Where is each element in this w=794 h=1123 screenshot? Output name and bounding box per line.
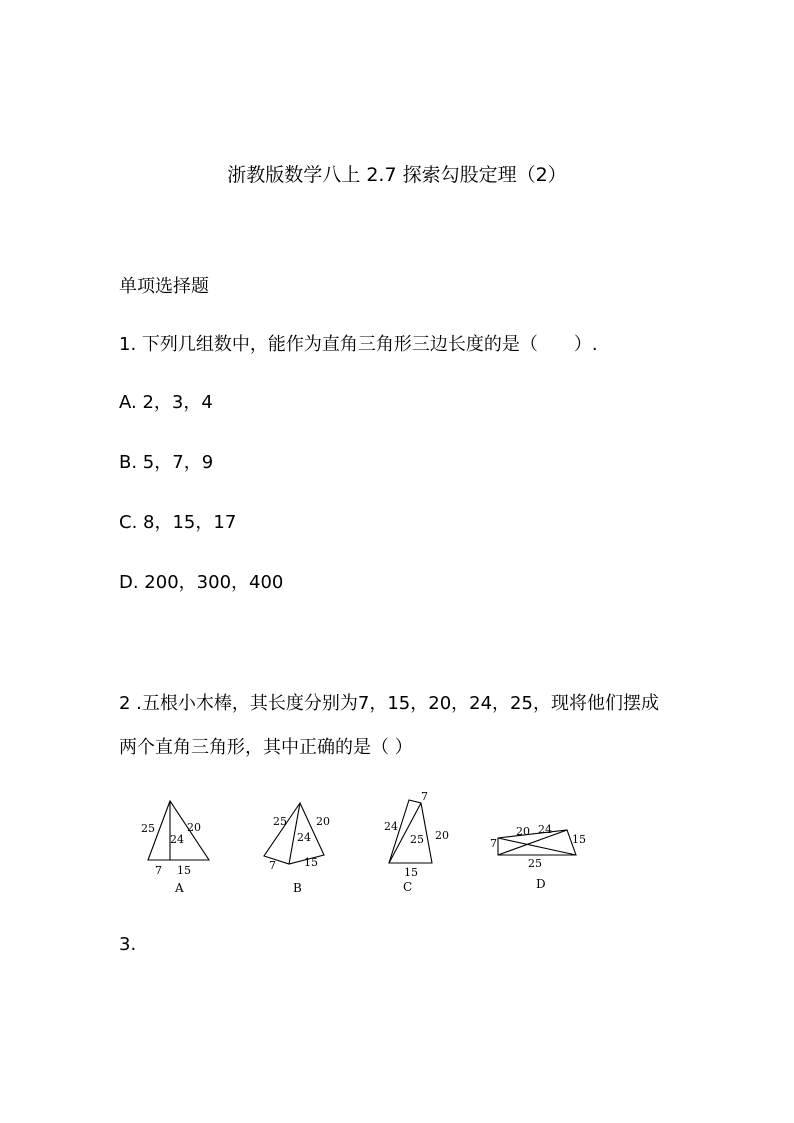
- figure-b-label-20: 20: [316, 815, 330, 828]
- page-title: 浙教版数学八上 2.7 探索勾股定理（2）: [227, 164, 567, 186]
- question-1-option-a: A. 2，3，4: [119, 392, 213, 413]
- figure-b-label-15: 15: [304, 856, 318, 869]
- figure-c-label-7: 7: [421, 790, 428, 803]
- figure-b-label-24: 24: [297, 831, 311, 844]
- figure-d-label-7: 7: [490, 837, 497, 850]
- figure-a: [135, 795, 225, 900]
- figure-c-label-20: 20: [435, 829, 449, 842]
- figure-d-label-24: 24: [538, 823, 552, 836]
- question-1-option-d: D. 200，300，400: [119, 572, 284, 593]
- figure-a-label-20: 20: [187, 821, 201, 834]
- figure-d-caption: D: [536, 877, 546, 891]
- figure-d-label-15: 15: [572, 833, 586, 846]
- figure-c-label-24: 24: [384, 820, 398, 833]
- figure-d-label-20: 20: [516, 825, 530, 838]
- figure-d-label-25: 25: [528, 857, 542, 870]
- figure-b: [255, 800, 345, 900]
- figure-a-caption: A: [175, 881, 184, 895]
- figure-a-label-15: 15: [177, 864, 191, 877]
- figure-a-label-24: 24: [170, 833, 184, 846]
- section-heading: 单项选择题: [119, 276, 209, 297]
- figure-c-caption: C: [403, 880, 413, 894]
- figure-a-label-25: 25: [141, 822, 155, 835]
- question-1-option-c: C. 8，15，17: [119, 512, 237, 533]
- figure-b-label-7: 7: [269, 859, 276, 872]
- figure-c: [378, 788, 458, 898]
- question-1-stem: 1. 下列几组数中，能作为直角三角形三边长度的是（ ）.: [119, 334, 598, 355]
- figure-c-label-15: 15: [404, 866, 418, 879]
- question-2-stem-line1: 2 .五根小木棒，其长度分别为7，15，20，24，25，现将他们摆成: [119, 693, 659, 714]
- question-3-stem: 3.: [119, 934, 137, 955]
- figure-b-label-25: 25: [273, 815, 287, 828]
- figure-d: [480, 815, 595, 895]
- figure-a-label-7: 7: [155, 864, 162, 877]
- figure-b-caption: B: [293, 881, 302, 895]
- question-1-option-b: B. 5，7，9: [119, 452, 214, 473]
- figure-c-label-25: 25: [410, 833, 424, 846]
- question-2-stem-line2: 两个直角三角形，其中正确的是（ ）: [119, 737, 413, 758]
